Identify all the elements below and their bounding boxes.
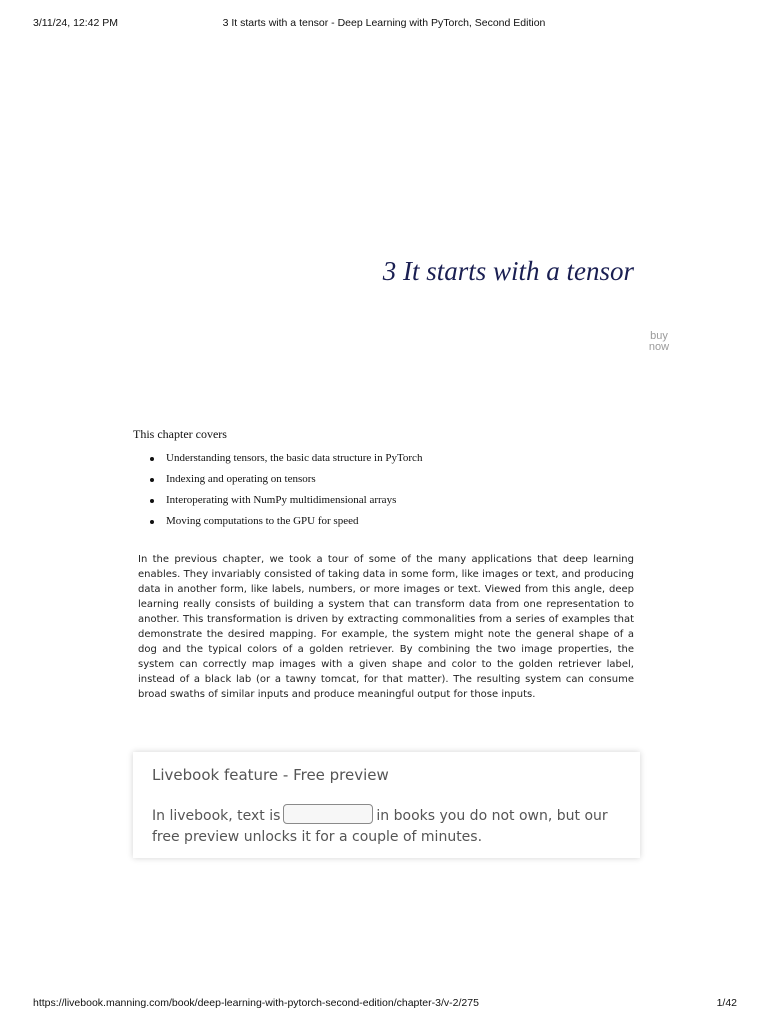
print-datetime: 3/11/24, 12:42 PM (33, 17, 119, 29)
intro-paragraph: In the previous chapter, we took a tour of some of the many applications that deep learning enables. They invariably consisted of taking data in some form, like images or text, and producing data in another form, like labels, numbers, or more images or text. Viewed from this angle, deep learning really consists of building a system that can transform data from one representation to another. This transformation is driven by extracting commonalities from a series of examples that demonstrate the desired mapping. For example, the system might note the general shape of a dog and the typical colors of a golden retriever. By combining the two image properties, the system can correctly map images with a given shape and color to the golden retriever label, instead of a black lab (or a tawny tomcat, for that matter). The resulting system can consume broad swaths of similar inputs and produce meaningful output for those inputs. (138, 554, 634, 700)
livebook-feature-text (152, 804, 622, 848)
chapter-title: 3 It starts with a tensor (382, 256, 634, 286)
covers-list-item: Indexing and operating on tensors (166, 472, 422, 493)
covers-list-item: Understanding tensors, the basic data structure in PyTorch (166, 451, 422, 472)
obscured-text-placeholder (283, 804, 373, 824)
print-document-title: 3 It starts with a tensor - Deep Learning with PyTorch, Second Edition (222, 17, 546, 29)
print-footer (0, 997, 768, 1011)
livebook-preview-box (133, 752, 640, 858)
chapter-covers-list (166, 451, 422, 535)
print-header (0, 17, 768, 31)
print-page-number: 1/42 (716, 997, 737, 1009)
livebook-feature-heading: Livebook feature - Free preview (152, 766, 389, 784)
buy-now-link[interactable] (647, 331, 671, 353)
print-url: https://livebook.manning.com/book/deep-learning-with-pytorch-second-edition/chapter-3/v-2/275 (33, 997, 479, 1009)
livebook-text-before: In livebook, text is (152, 808, 281, 824)
chapter-covers-heading: This chapter covers (133, 427, 227, 441)
covers-list-item: Moving computations to the GPU for speed (166, 514, 422, 535)
buy-now-line2: now (648, 341, 670, 353)
buy-now-line1: buy (650, 330, 668, 342)
covers-list-item: Interoperating with NumPy multidimensional arrays (166, 493, 422, 514)
livebook-text-after: in books you do not own, but our free preview unlocks it for a couple of minutes. (152, 808, 608, 845)
